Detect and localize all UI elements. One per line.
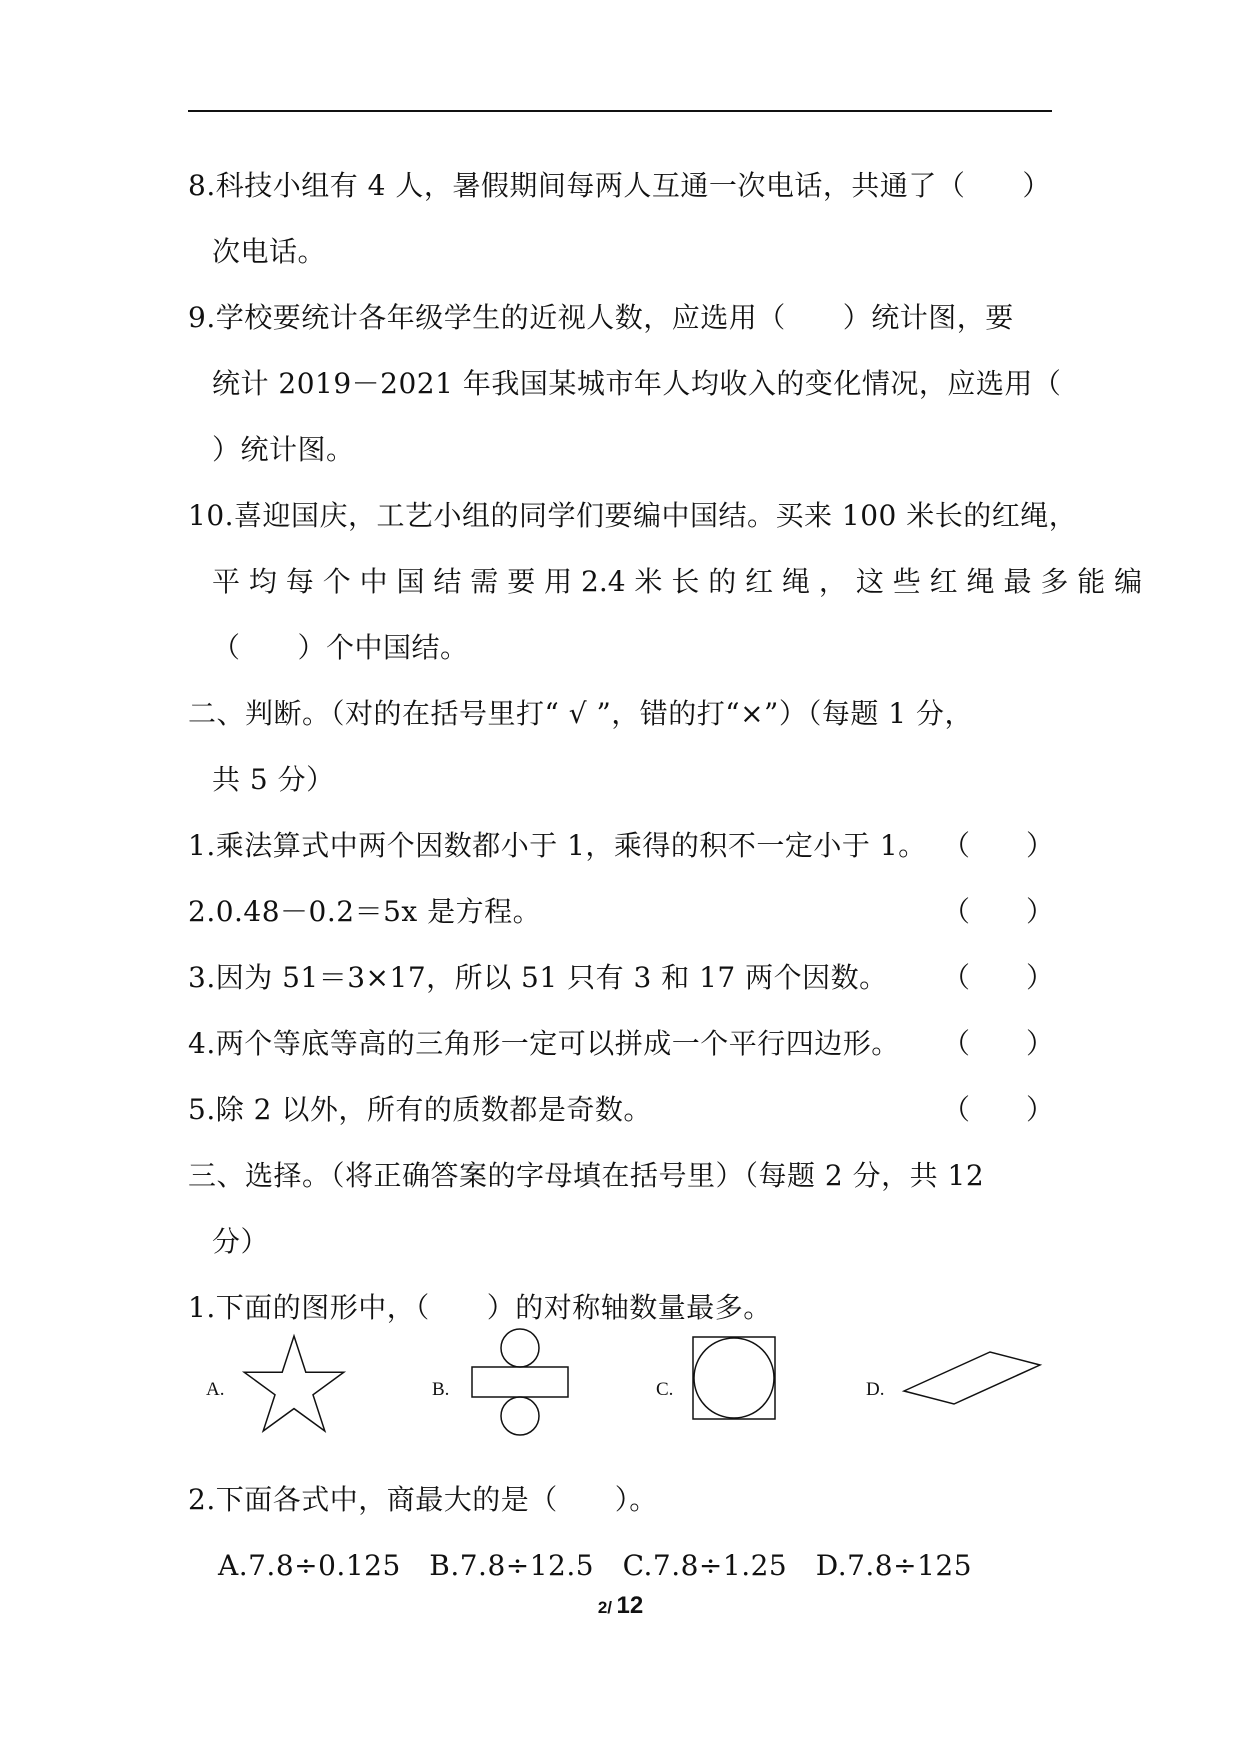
option-c-label: C. xyxy=(656,1379,674,1400)
choice-q1-text: 1.下面的图形中，（ ）的对称轴数量最多。 xyxy=(188,1291,772,1324)
q10-line1: 10.喜迎国庆，工艺小组的同学们要编中国结。买来 100 米长的红绳， xyxy=(188,499,1078,532)
header-rule xyxy=(188,110,1052,112)
q9-line1: 9.学校要统计各年级学生的近视人数，应选用（ ）统计图，要 xyxy=(188,301,1014,334)
circle-in-square-icon xyxy=(692,1336,776,1420)
q8-line1: 8.科技小组有 4 人，暑假期间每两人互通一次电话，共通了（ ） xyxy=(188,169,1051,202)
option-d-label: D. xyxy=(866,1379,885,1400)
q8-line2: 次电话。 xyxy=(212,235,327,268)
q9-line2: 统计 2019－2021 年我国某城市年人均收入的变化情况，应选用（ xyxy=(212,367,1062,400)
q10-line3: （ ）个中国结。 xyxy=(212,631,469,664)
judge-answer-bracket-1[interactable]: （ ） xyxy=(942,829,1055,862)
judge-item-4: 4.两个等底等高的三角形一定可以拼成一个平行四边形。 xyxy=(188,1027,900,1060)
option-a-label: A. xyxy=(206,1379,225,1400)
page-current: 2/ xyxy=(597,1598,613,1617)
judge-item-3: 3.因为 51＝3×17，所以 51 只有 3 和 17 两个因数。 xyxy=(188,961,888,994)
judge-section-title-line1: 二、判断。（对的在括号里打“ √ ”，错的打“×”）（每题 1 分， xyxy=(188,697,973,730)
choice-section-title-line1: 三、选择。（将正确答案的字母填在括号里）（每题 2 分，共 12 xyxy=(188,1159,985,1192)
page-total: 12 xyxy=(616,1592,644,1619)
q9-line3: ）统计图。 xyxy=(212,433,355,466)
page-number xyxy=(0,1592,1241,1620)
judge-section-title-line2: 共 5 分） xyxy=(212,763,335,796)
judge-answer-bracket-2[interactable]: （ ） xyxy=(942,895,1055,928)
choice-section-title-line2: 分） xyxy=(212,1225,270,1258)
judge-item-5: 5.除 2 以外，所有的质数都是奇数。 xyxy=(188,1093,652,1126)
star-icon xyxy=(244,1336,344,1436)
rhombus-icon xyxy=(902,1350,1042,1406)
judge-item-2: 2.0.48－0.2＝5x 是方程。 xyxy=(188,895,542,928)
judge-answer-bracket-4[interactable]: （ ） xyxy=(942,1027,1055,1060)
judge-answer-bracket-3[interactable]: （ ） xyxy=(942,961,1055,994)
option-b-label: B. xyxy=(432,1379,450,1400)
rectangle-with-circles-icon xyxy=(470,1328,570,1448)
q10-line2: 平 均 每 个 中 国 结 需 要 用 2.4 米 长 的 红 绳 ， 这 些 红 绳 最 多 能 编 xyxy=(212,565,1143,598)
choice-q2-options: A.7.8÷0.125 B.7.8÷12.5 C.7.8÷1.25 D.7.8÷125 xyxy=(218,1549,973,1582)
judge-item-1: 1.乘法算式中两个因数都小于 1，乘得的积不一定小于 1。 xyxy=(188,829,927,862)
choice-q2-text: 2.下面各式中，商最大的是（ ）。 xyxy=(188,1483,658,1516)
judge-answer-bracket-5[interactable]: （ ） xyxy=(942,1093,1055,1126)
